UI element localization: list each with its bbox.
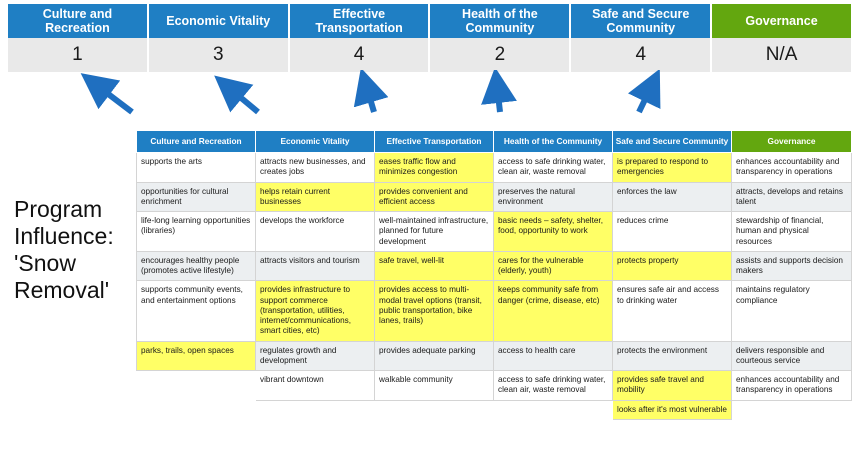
matrix-cell: cares for the vulnerable (elderly, youth) [494,251,613,281]
matrix-cell: attracts visitors and tourism [256,251,375,281]
matrix-cell: keeps community safe from danger (crime, disease, etc) [494,281,613,341]
caption-line-3: 'Snow [14,250,76,277]
scorecard-score-economic-vitality: 3 [149,38,290,72]
matrix-cell [137,371,256,401]
scorecard-score-row [8,38,851,72]
arrow-icon-5 [639,85,652,112]
matrix-cell: develops the workforce [256,212,375,252]
matrix-cell [732,400,852,419]
scorecard-score-culture-and-recreation: 1 [8,38,149,72]
matrix-cell: provides safe travel and mobility [613,371,732,401]
scorecard-header-row [8,4,851,38]
matrix-cell: enforces the law [613,182,732,212]
arrow-icon-4 [497,85,500,112]
matrix-cell: provides infrastructure to support commerce (transportation, utilities, internet/communications, smart cities, etc) [256,281,375,341]
matrix-cell: parks, trails, open spaces [137,341,256,371]
scorecard-header-health-of-the-community: Health of the Community [430,4,571,38]
matrix-cell: attracts, develops and retains talent [732,182,852,212]
scorecard-header-economic-vitality: Economic Vitality [149,4,290,38]
matrix-cell: helps retain current businesses [256,182,375,212]
scorecard-score-safe-and-secure-community: 4 [571,38,712,72]
matrix-header-economic-vitality: Economic Vitality [256,131,375,153]
matrix-header-row [137,131,852,153]
caption-line-4: Removal' [14,277,110,304]
matrix-cell: provides convenient and efficient access [375,182,494,212]
matrix-cell: protects property [613,251,732,281]
matrix-row [137,341,852,371]
matrix-header-health-of-the-community: Health of the Community [494,131,613,153]
scorecard-header-governance: Governance [712,4,851,38]
matrix-row [137,182,852,212]
matrix-cell: enhances accountability and transparency in operations [732,153,852,183]
matrix-cell: is prepared to respond to emergencies [613,153,732,183]
scorecard-header-effective-transportation: Effective Transportation [290,4,431,38]
matrix-cell: enhances accountability and transparency in operations [732,371,852,401]
matrix-cell: basic needs – safety, shelter, food, opportunity to work [494,212,613,252]
matrix-cell: protects the environment [613,341,732,371]
matrix-cell: stewardship of financial, human and physical resources [732,212,852,252]
arrow-icon-1 [95,84,132,112]
matrix-row [137,251,852,281]
influence-matrix [136,130,852,420]
matrix-row [137,281,852,341]
matrix-row [137,153,852,183]
matrix-row [137,400,852,419]
matrix-cell: access to health care [494,341,613,371]
matrix-cell: vibrant downtown [256,371,375,401]
matrix-cell [375,400,494,419]
scorecard-band [8,4,851,72]
matrix-cell: safe travel, well-lit [375,251,494,281]
matrix-cell: life-long learning opportunities (libraries) [137,212,256,252]
matrix-row [137,212,852,252]
scorecard-score-health-of-the-community: 2 [430,38,571,72]
scorecard-header-safe-and-secure-community: Safe and Secure Community [571,4,712,38]
matrix-cell: opportunities for cultural enrichment [137,182,256,212]
matrix-header-safe-and-secure-community: Safe and Secure Community [613,131,732,153]
matrix-cell: supports the arts [137,153,256,183]
matrix-header-governance: Governance [732,131,852,153]
caption-line-1: Program [14,196,103,222]
matrix-cell: maintains regulatory compliance [732,281,852,341]
matrix-row [137,371,852,401]
matrix-header-culture-and-recreation: Culture and Recreation [137,131,256,153]
matrix-cell [494,400,613,419]
arrow-icon-3 [366,85,374,112]
matrix-cell: access to safe drinking water, clean air, waste removal [494,153,613,183]
matrix-cell [137,400,256,419]
arrow-group [0,70,859,130]
matrix-cell: walkable community [375,371,494,401]
matrix-cell: provides access to multi-modal travel options (transit, public transportation, bike lanes, trails) [375,281,494,341]
matrix-cell: provides adequate parking [375,341,494,371]
matrix-cell: preserves the natural environment [494,182,613,212]
scorecard-score-governance: N/A [765,44,798,65]
matrix-cell: regulates growth and development [256,341,375,371]
matrix-cell: delivers responsible and courteous service [732,341,852,371]
scorecard-score-effective-transportation: 4 [290,38,431,72]
matrix-cell [256,400,375,419]
matrix-cell: well-maintained infrastructure, planned for future development [375,212,494,252]
caption-line-2: Influence: [14,223,114,250]
scorecard-header-culture-and-recreation: Culture and Recreation [8,4,149,38]
matrix-header-effective-transportation: Effective Transportation [375,131,494,153]
program-influence-caption [14,196,132,305]
matrix-cell: attracts new businesses, and creates jobs [256,153,375,183]
matrix-cell: ensures safe air and access to drinking water [613,281,732,341]
arrow-icon-2 [228,87,258,112]
matrix-cell: eases traffic flow and minimizes congestion [375,153,494,183]
matrix-body [137,153,852,420]
matrix-cell: encourages healthy people (promotes active lifestyle) [137,251,256,281]
matrix-cell: reduces crime [613,212,732,252]
matrix-cell: looks after it's most vulnerable [613,400,732,419]
matrix-cell: supports community events, and entertainment options [137,281,256,341]
matrix-cell: assists and supports decision makers [732,251,852,281]
matrix-cell: access to safe drinking water, clean air, waste removal [494,371,613,401]
